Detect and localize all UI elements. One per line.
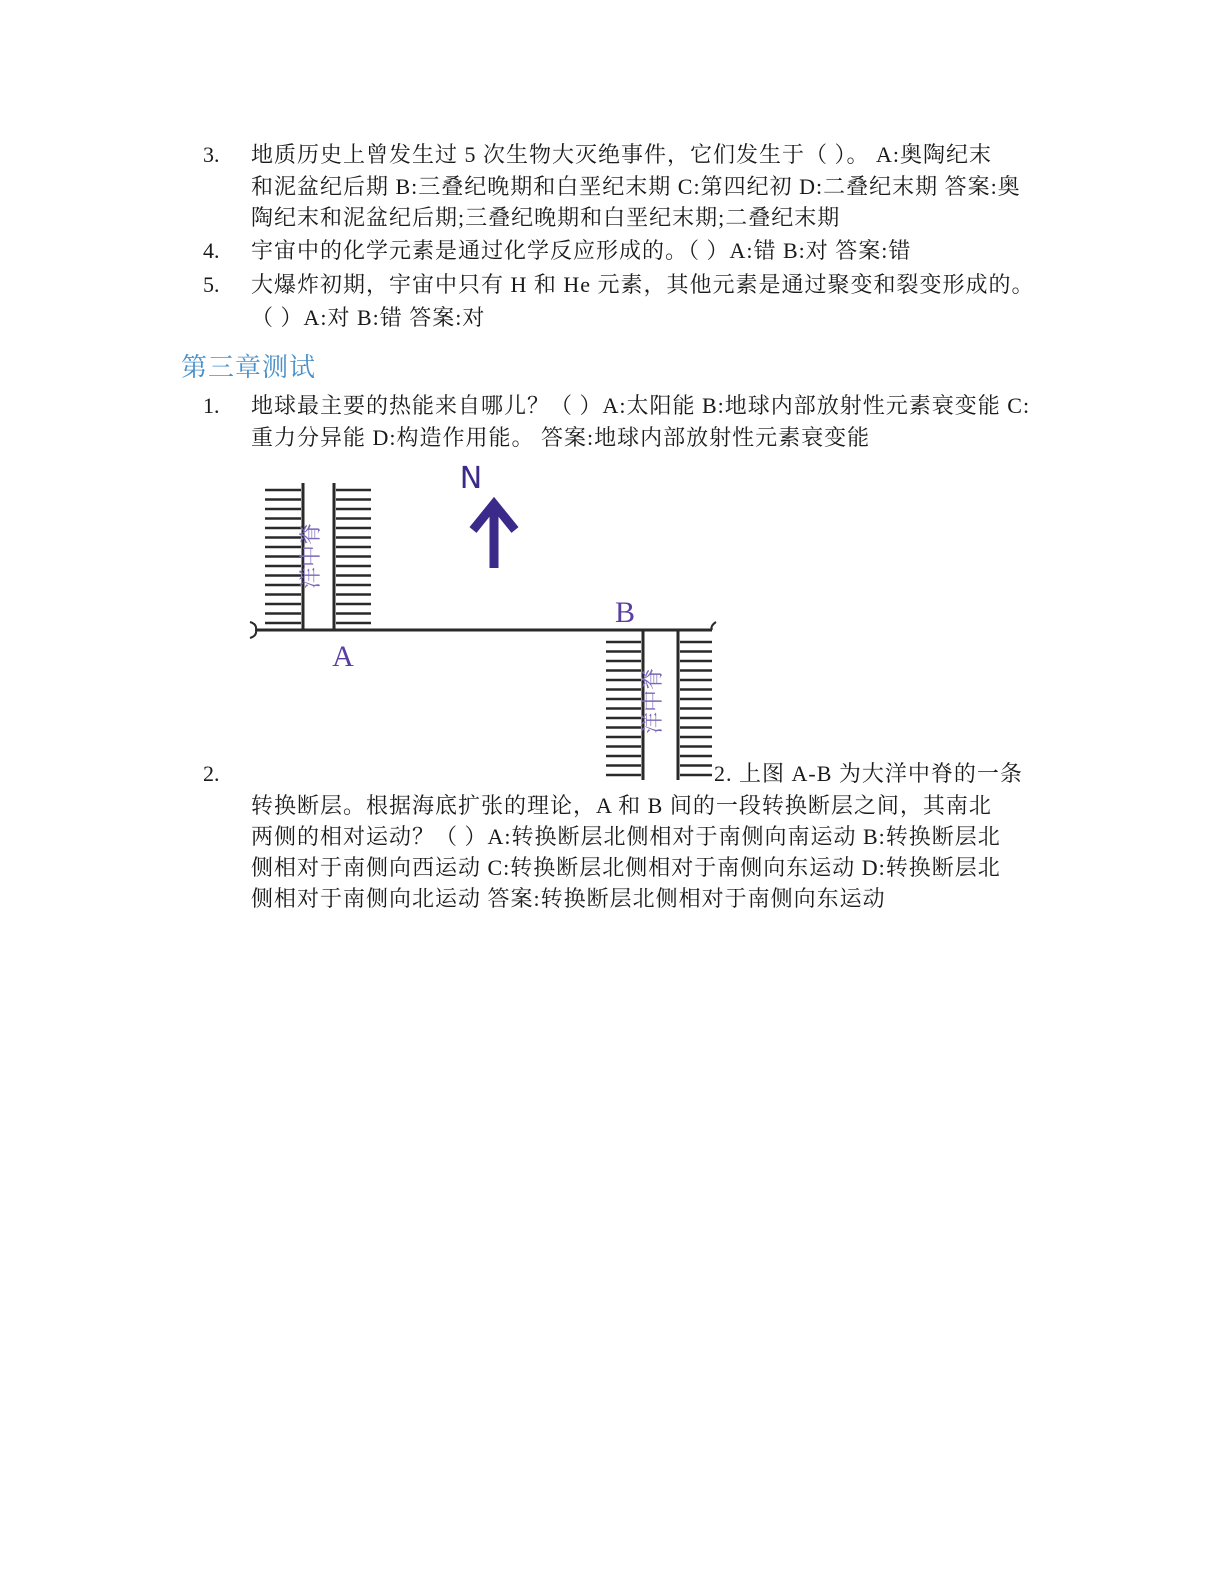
c3-q1-number: 1. <box>203 393 220 418</box>
q3-line-3: 陶纪末和泥盆纪后期;三叠纪晚期和白垩纪末期;二叠纪末期 <box>251 205 841 230</box>
c3-q2-line-2: 两侧的相对运动？（ ）A:转换断层北侧相对于南侧向南运动 B:转换断层北 <box>251 824 1001 849</box>
q5-line-1: 大爆炸初期，宇宙中只有 H 和 He 元素，其他元素是通过聚变和裂变形成的。 <box>251 272 1035 297</box>
q5-line-2: （ ）A:对 B:错 答案:对 <box>251 305 486 330</box>
point-b-label: B <box>614 596 636 629</box>
q5-number: 5. <box>203 272 220 297</box>
c3-q2-inline-text: 2. 上图 A-B 为大洋中脊的一条 <box>714 761 1023 786</box>
q3-line-2: 和泥盆纪后期 B:三叠纪晚期和白垩纪末期 C:第四纪初 D:二叠纪末期 答案:奥 <box>251 174 1021 199</box>
north-arrow-icon <box>473 504 515 568</box>
c3-q2-line-1: 转换断层。根据海底扩张的理论，A 和 B 间的一段转换断层之间，其南北 <box>251 793 992 818</box>
q4-line-1: 宇宙中的化学元素是通过化学反应形成的。（ ）A:错 B:对 答案:错 <box>251 238 912 263</box>
q3-line-1: 地质历史上曾发生过 5 次生物大灭绝事件，它们发生于（ ）。 A:奥陶纪末 <box>251 142 993 167</box>
chapter-heading: 第三章测试 <box>181 353 317 383</box>
ridge-b <box>606 630 712 780</box>
fault-end-left <box>250 622 256 638</box>
fault-end-right <box>712 622 717 630</box>
c3-q2-number: 2. <box>203 761 220 786</box>
ridge-a <box>265 483 371 630</box>
c3-q1-line-2: 重力分异能 D:构造作用能。 答案:地球内部放射性元素衰变能 <box>251 425 871 450</box>
c3-q1-line-1: 地球最主要的热能来自哪儿？（ ）A:太阳能 B:地球内部放射性元素衰变能 C: <box>251 393 1031 418</box>
ridge-a-label: 洋中脊 <box>299 522 324 590</box>
q3-number: 3. <box>203 142 220 167</box>
c3-q2-line-4: 侧相对于南侧向北运动 答案:转换断层北侧相对于南侧向东运动 <box>251 886 886 911</box>
c3-q2-line-3: 侧相对于南侧向西运动 C:转换断层北侧相对于南侧向东运动 D:转换断层北 <box>251 855 1001 880</box>
q4-number: 4. <box>203 238 220 263</box>
north-label: N <box>459 461 483 496</box>
point-a-label: A <box>332 640 354 673</box>
transform-fault-diagram <box>248 458 718 783</box>
ridge-b-label: 洋中脊 <box>641 667 666 735</box>
